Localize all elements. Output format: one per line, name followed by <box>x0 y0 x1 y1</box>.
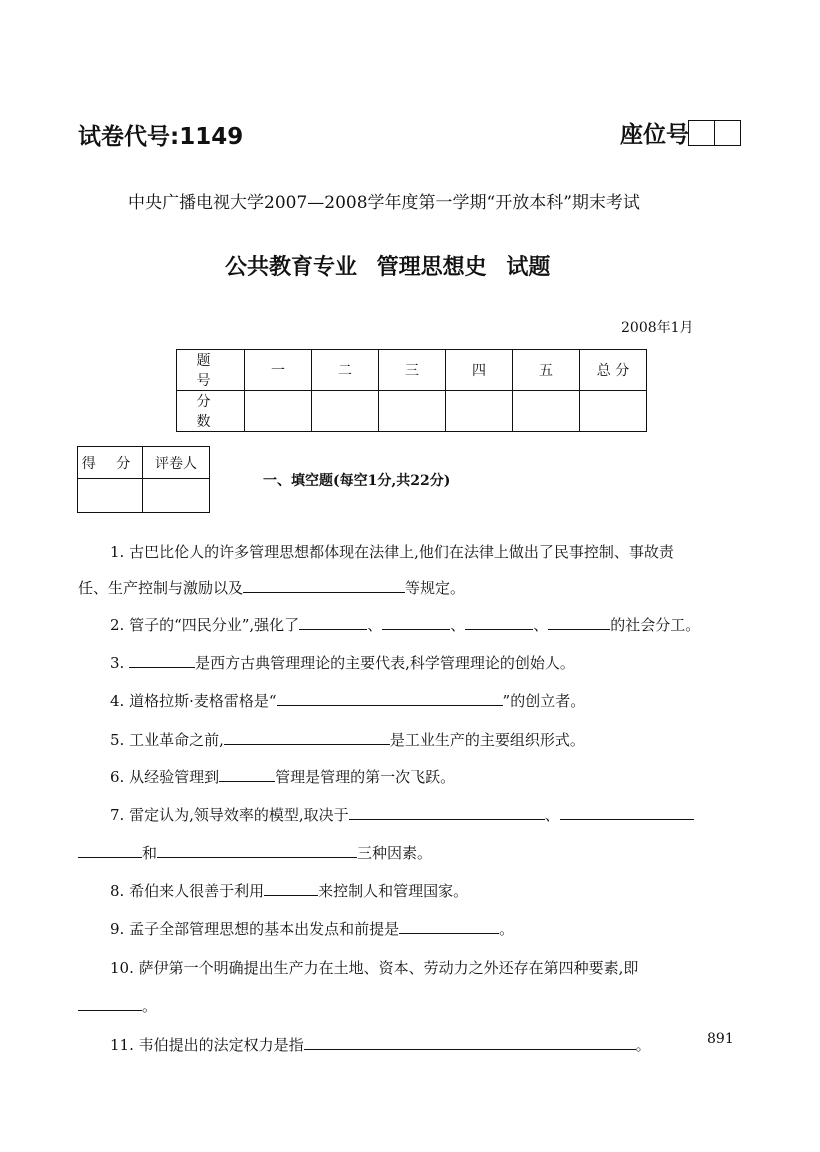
answer-blank[interactable] <box>465 614 533 630</box>
answer-blank[interactable] <box>78 842 142 858</box>
separator: 、 <box>367 616 383 634</box>
question-1-line-1: 1. 古巴比伦人的许多管理思想都体现在法律上,他们在法律上做出了民事控制、事故责 <box>110 543 674 561</box>
score-cell <box>312 391 379 432</box>
answer-blank[interactable] <box>299 614 367 630</box>
seat-box-1 <box>688 120 715 146</box>
question-4 <box>110 690 585 711</box>
question-3 <box>110 652 575 673</box>
question-10-line-2 <box>78 995 157 1016</box>
question-text: 5. 工业革命之前, <box>110 731 224 749</box>
score-cell <box>580 391 647 432</box>
question-text: 是西方古典管理理论的主要代表,科学管理理论的创始人。 <box>195 654 575 672</box>
question-text: 和 <box>142 844 158 862</box>
question-text: ”的创立者。 <box>502 692 586 710</box>
answer-blank[interactable] <box>224 729 390 745</box>
answer-blank[interactable] <box>349 804 545 820</box>
grader-score-cell <box>78 479 143 513</box>
seat-number <box>620 116 741 149</box>
answer-blank[interactable] <box>548 614 610 630</box>
score-table-row-label: 分 数 <box>177 391 245 432</box>
question-7-line-2 <box>78 842 432 863</box>
question-5 <box>110 729 585 750</box>
question-text: 。 <box>142 997 158 1015</box>
answer-blank[interactable] <box>277 690 503 706</box>
section-1-title: 一、填空题(每空1分,共22分) <box>263 473 451 489</box>
question-2 <box>110 614 700 635</box>
score-cell <box>513 391 580 432</box>
answer-blank[interactable] <box>304 1034 636 1050</box>
question-text: 9. 孟子全部管理思想的基本出发点和前提是 <box>110 920 400 938</box>
answer-blank[interactable] <box>129 652 195 668</box>
separator: 、 <box>450 616 466 634</box>
question-text: 。 <box>635 1036 651 1054</box>
score-table-header-label: 题 号 <box>177 350 245 391</box>
page-number: 891 <box>707 1031 734 1047</box>
score-cell <box>379 391 446 432</box>
question-1-line-2 <box>78 577 465 598</box>
grader-table <box>77 446 210 513</box>
separator: 、 <box>533 616 549 634</box>
answer-blank[interactable] <box>157 842 357 858</box>
question-text: 任、生产控制与激励以及 <box>78 579 244 597</box>
question-text: 3. <box>110 654 130 672</box>
question-text: 三种因素。 <box>357 844 433 862</box>
grader-score-label: 得 分 <box>78 447 143 479</box>
question-9 <box>110 918 514 939</box>
separator: 、 <box>544 806 560 824</box>
question-11 <box>110 1034 651 1055</box>
score-cell <box>446 391 513 432</box>
score-table-col-4: 四 <box>446 350 513 391</box>
question-text: 11. 韦伯提出的法定权力是指 <box>110 1036 304 1054</box>
question-8 <box>110 880 468 901</box>
answer-blank[interactable] <box>264 880 318 896</box>
question-text: 等规定。 <box>405 579 466 597</box>
question-text: 4. 道格拉斯·麦格雷格是“ <box>110 692 277 710</box>
exam-title: 公共教育专业 管理思想史 试题 <box>225 255 551 280</box>
answer-blank[interactable] <box>382 614 450 630</box>
score-table-col-5: 五 <box>513 350 580 391</box>
score-table-col-2: 二 <box>312 350 379 391</box>
paper-code: 试卷代号:1149 <box>78 124 244 150</box>
question-text: 7. 雷定认为,领导效率的模型,取决于 <box>110 806 349 824</box>
school-line: 中央广播电视大学2007—2008学年度第一学期“开放本科”期末考试 <box>128 193 640 213</box>
score-table <box>176 349 647 432</box>
answer-blank[interactable] <box>560 804 694 820</box>
question-text: 2. 管子的“四民分业”,强化了 <box>110 616 300 634</box>
score-table-col-1: 一 <box>245 350 312 391</box>
question-text: 来控制人和管理国家。 <box>318 882 469 900</box>
question-text: 。 <box>499 920 515 938</box>
question-text: 8. 希伯来人很善于利用 <box>110 882 265 900</box>
grader-name-label: 评卷人 <box>143 447 210 479</box>
question-6 <box>110 766 455 787</box>
score-cell <box>245 391 312 432</box>
grader-name-cell <box>143 479 210 513</box>
answer-blank[interactable] <box>78 995 142 1011</box>
seat-label: 座位号 <box>620 122 689 148</box>
answer-blank[interactable] <box>399 918 499 934</box>
answer-blank[interactable] <box>243 577 405 593</box>
question-text: 的社会分工。 <box>610 616 701 634</box>
seat-box-2 <box>714 120 741 146</box>
question-text: 是工业生产的主要组织形式。 <box>389 731 585 749</box>
score-table-col-total: 总 分 <box>580 350 647 391</box>
question-10-line-1: 10. 萨伊第一个明确提出生产力在土地、资本、劳动力之外还存在第四种要素,即 <box>110 959 639 977</box>
exam-date: 2008年1月 <box>621 320 694 336</box>
question-text: 管理是管理的第一次飞跃。 <box>275 768 456 786</box>
question-7-line-1 <box>110 804 694 825</box>
question-text: 6. 从经验管理到 <box>110 768 220 786</box>
answer-blank[interactable] <box>219 766 275 782</box>
score-table-col-3: 三 <box>379 350 446 391</box>
